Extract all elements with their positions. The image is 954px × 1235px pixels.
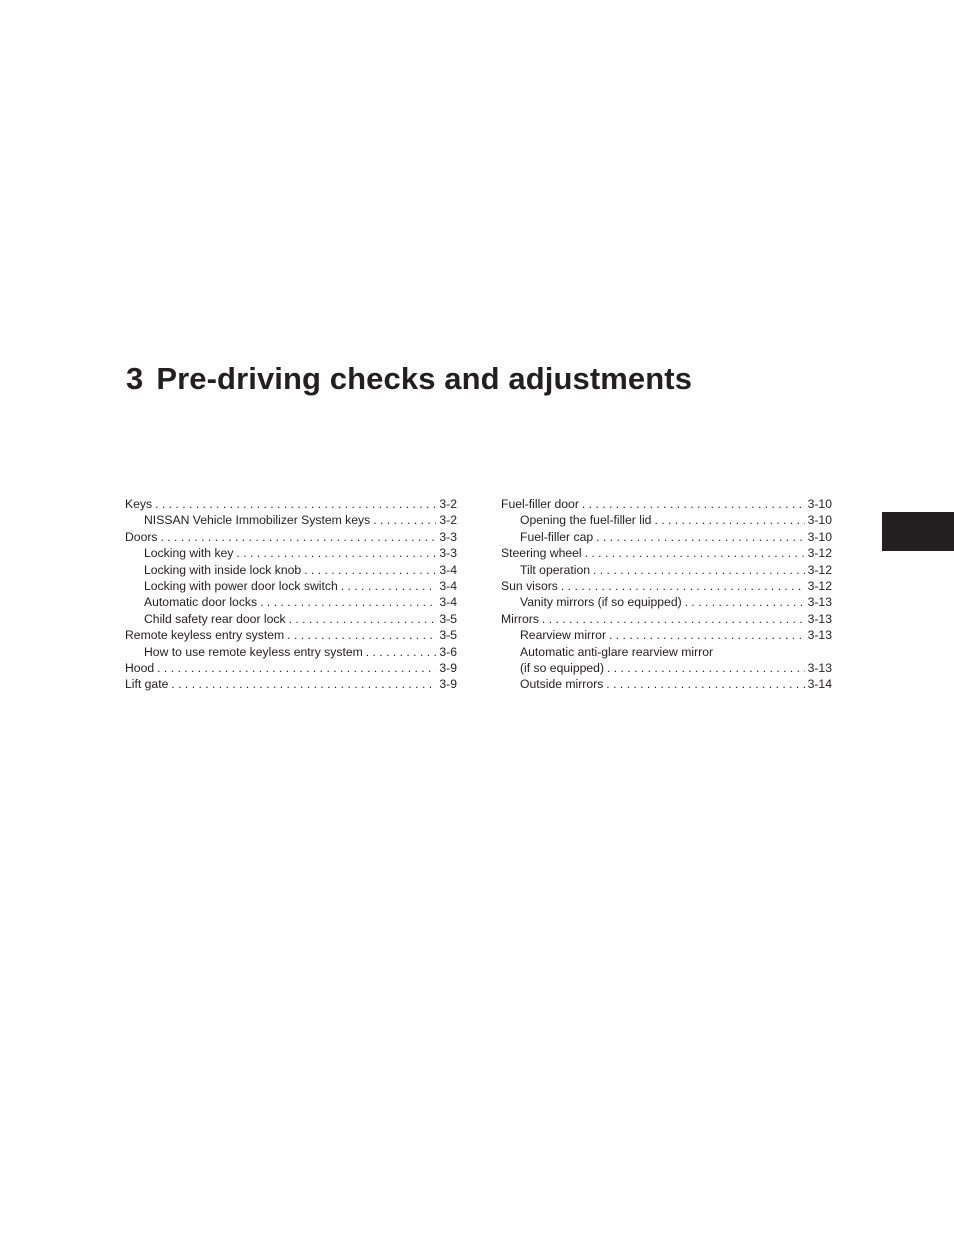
toc-entry-label: How to use remote keyless entry system bbox=[144, 644, 363, 659]
chapter-title bbox=[126, 361, 692, 397]
toc-entry-page: 3-12 bbox=[807, 578, 832, 593]
toc-entry-page: 3-9 bbox=[439, 677, 457, 692]
toc-entry-label: Automatic anti-glare rearview mirror bbox=[520, 644, 714, 659]
toc-entry[interactable] bbox=[125, 512, 457, 528]
toc-entry-label: Doors bbox=[125, 529, 158, 544]
toc-entry[interactable] bbox=[501, 545, 832, 561]
toc-entry-page: 3-3 bbox=[439, 546, 457, 561]
toc-entry[interactable] bbox=[501, 512, 832, 528]
toc-entry-label: Fuel-filler door bbox=[501, 497, 579, 511]
dot-leader bbox=[363, 644, 437, 660]
toc-entry-label: Sun visors bbox=[501, 578, 558, 593]
toc-entry-label: Locking with inside lock knob bbox=[144, 562, 302, 577]
toc-entry-page: 3-5 bbox=[439, 611, 457, 626]
dot-leader bbox=[604, 660, 805, 676]
toc-entry-label: Locking with power door lock switch bbox=[144, 578, 338, 593]
dot-leader bbox=[301, 562, 436, 578]
dot-leader bbox=[603, 676, 804, 692]
toc-entry[interactable] bbox=[125, 676, 457, 692]
toc-entry-page: 3-9 bbox=[439, 660, 457, 675]
dot-leader bbox=[682, 594, 805, 610]
toc-entry-page: 3-14 bbox=[807, 677, 832, 692]
dot-leader bbox=[582, 545, 805, 561]
toc-entry-page: 3-4 bbox=[439, 595, 457, 610]
toc-entry-label: Hood bbox=[125, 660, 155, 675]
toc-entry[interactable] bbox=[501, 529, 832, 545]
toc-entry-page: 3-13 bbox=[807, 611, 832, 626]
toc-entry-page: 3-12 bbox=[807, 562, 832, 577]
toc-entry[interactable] bbox=[501, 578, 832, 594]
toc-entry-page: 3-13 bbox=[807, 595, 832, 610]
toc-entry-page: 3-2 bbox=[439, 497, 457, 511]
toc-entry-page: 3-10 bbox=[807, 513, 832, 528]
toc-entry[interactable] bbox=[125, 578, 457, 594]
toc-entry-page: 3-3 bbox=[439, 529, 457, 544]
dot-leader bbox=[338, 578, 437, 594]
dot-leader bbox=[257, 594, 436, 610]
toc-entry-label: Fuel-filler cap bbox=[520, 529, 594, 544]
toc-entry[interactable] bbox=[501, 594, 832, 610]
dot-leader bbox=[233, 545, 436, 561]
dot-leader bbox=[158, 529, 437, 545]
dot-leader bbox=[152, 496, 436, 512]
toc-entry[interactable] bbox=[501, 660, 832, 676]
toc-entry[interactable] bbox=[501, 496, 832, 512]
dot-leader bbox=[370, 512, 436, 528]
toc-entry[interactable] bbox=[125, 644, 457, 660]
chapter-number: 3 bbox=[126, 361, 144, 396]
toc-entry-label: Vanity mirrors (if so equipped) bbox=[520, 595, 682, 610]
toc-entry-label: NISSAN Vehicle Immobilizer System keys bbox=[144, 513, 371, 528]
dot-leader bbox=[558, 578, 805, 594]
toc-entry[interactable] bbox=[501, 627, 832, 643]
toc-entry-label: Mirrors bbox=[501, 611, 539, 626]
toc-entry-page: 3-13 bbox=[807, 628, 832, 643]
toc-entry[interactable] bbox=[125, 529, 457, 545]
toc-entry[interactable] bbox=[125, 627, 457, 643]
dot-leader bbox=[593, 529, 804, 545]
dot-leader bbox=[154, 660, 436, 676]
toc-entry-label: Outside mirrors bbox=[520, 677, 604, 692]
toc-entry-label: Remote keyless entry system bbox=[125, 628, 285, 643]
dot-leader bbox=[606, 627, 805, 643]
dot-leader bbox=[651, 512, 804, 528]
toc-entry-label: Automatic door locks bbox=[144, 595, 258, 610]
toc-entry-page: 3-4 bbox=[439, 562, 457, 577]
dot-leader bbox=[286, 611, 437, 627]
toc-entry-page: 3-6 bbox=[439, 644, 457, 659]
toc-entry-page: 3-5 bbox=[439, 628, 457, 643]
toc-entry-page: 3-10 bbox=[807, 529, 832, 544]
dot-leader bbox=[539, 611, 805, 627]
toc-entry[interactable] bbox=[125, 562, 457, 578]
toc-entry-page: 3-13 bbox=[807, 660, 832, 675]
toc-entry-label: Keys bbox=[125, 497, 153, 511]
toc-entry[interactable] bbox=[125, 660, 457, 676]
toc-entry-label: Locking with key bbox=[144, 546, 234, 561]
toc-entry-label: Lift gate bbox=[125, 677, 169, 692]
toc-entry-label: Steering wheel bbox=[501, 546, 582, 561]
toc-entry-label: Child safety rear door lock bbox=[144, 611, 286, 626]
chapter-title-text: Pre-driving checks and adjustments bbox=[156, 361, 693, 396]
toc-entry[interactable] bbox=[125, 611, 457, 627]
toc-entry[interactable] bbox=[125, 594, 457, 610]
toc-entry[interactable] bbox=[501, 611, 832, 627]
chapter-thumb-tab bbox=[882, 512, 954, 551]
toc-entry-label: (if so equipped) bbox=[520, 660, 605, 675]
toc-entry[interactable] bbox=[501, 562, 832, 578]
toc-entry-label: Rearview mirror bbox=[520, 628, 606, 643]
dot-leader bbox=[579, 496, 805, 512]
toc-entry-page: 3-10 bbox=[807, 497, 832, 511]
toc-entry[interactable] bbox=[125, 545, 457, 561]
toc-entry[interactable] bbox=[125, 496, 457, 512]
dot-leader bbox=[590, 562, 805, 578]
toc-entry-wrapped-line[interactable] bbox=[501, 644, 832, 660]
toc-entry-page: 3-12 bbox=[807, 546, 832, 561]
dot-leader bbox=[168, 676, 436, 692]
toc-right-column bbox=[501, 496, 832, 693]
toc-entry-label: Opening the fuel-filler lid bbox=[520, 513, 652, 528]
toc-entry-label: Tilt operation bbox=[520, 562, 591, 577]
toc-entry-page: 3-2 bbox=[439, 513, 457, 528]
toc-entry[interactable] bbox=[501, 676, 832, 692]
toc-entry-page: 3-4 bbox=[439, 578, 457, 593]
dot-leader bbox=[284, 627, 436, 643]
toc-left-column bbox=[125, 496, 457, 693]
